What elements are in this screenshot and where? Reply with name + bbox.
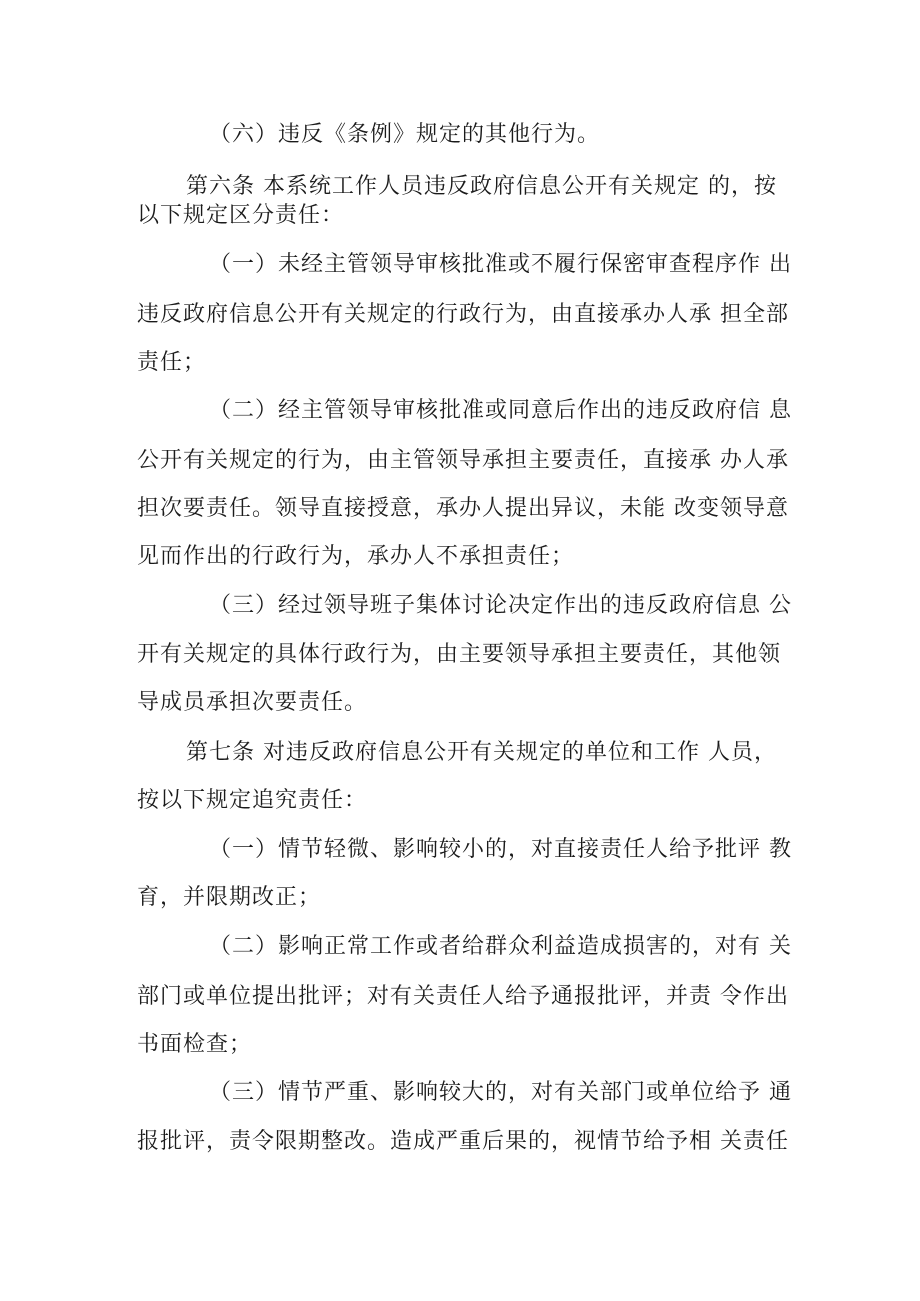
paragraph-line: 公开有关规定的行为，由主管领导承担主要责任，直接承 办人承: [137, 448, 789, 473]
paragraph-line: 担次要责任。领导直接授意，承办人提出异议，未能 改变领导意: [137, 496, 789, 521]
paragraph-line: 以下规定区分责任：: [137, 203, 345, 228]
paragraph-line: （一）未经主管领导审核批准或不履行保密审查程序作 出: [209, 252, 792, 277]
paragraph-line: 第七条 对违反政府信息公开有关规定的单位和工作 人员，: [186, 740, 777, 765]
paragraph-line: （一）情节轻微、影响较小的，对直接责任人给予批评 教: [209, 837, 792, 862]
paragraph-line: 书面检查；: [137, 1032, 253, 1057]
paragraph-line: （六）违反《条例》规定的其他行为。: [209, 122, 601, 147]
paragraph-line: 导成员承担次要责任。: [137, 690, 368, 715]
paragraph-line: 违反政府信息公开有关规定的行政行为，由直接承办人承 担全部: [137, 302, 789, 327]
paragraph-line: 开有关规定的具体行政行为，由主要领导承担主要责任，其他领: [137, 642, 782, 667]
paragraph-line: （二）经主管领导审核批准或同意后作出的违反政府信 息: [209, 398, 792, 423]
paragraph-line: 见而作出的行政行为，承办人不承担责任；: [137, 544, 575, 569]
paragraph-line: （三）经过领导班子集体讨论决定作出的违反政府信息 公: [209, 593, 792, 618]
paragraph-line: （二）影响正常工作或者给群众利益造成损害的，对有 关: [209, 934, 792, 959]
paragraph-line: 按以下规定追究责任：: [137, 788, 368, 813]
paragraph-line: 责任；: [137, 350, 207, 375]
paragraph-line: （三）情节严重、影响较大的，对有关部门或单位给予 通: [209, 1080, 792, 1105]
paragraph-line: 第六条 本系统工作人员违反政府信息公开有关规定 的，按: [186, 174, 777, 199]
paragraph-line: 报批评，责令限期整改。造成严重后果的，视情节给予相 关责任: [137, 1129, 789, 1154]
paragraph-line: 育，并限期改正；: [137, 885, 322, 910]
paragraph-line: 部门或单位提出批评；对有关责任人给予通报批评，并责 令作出: [137, 984, 789, 1009]
